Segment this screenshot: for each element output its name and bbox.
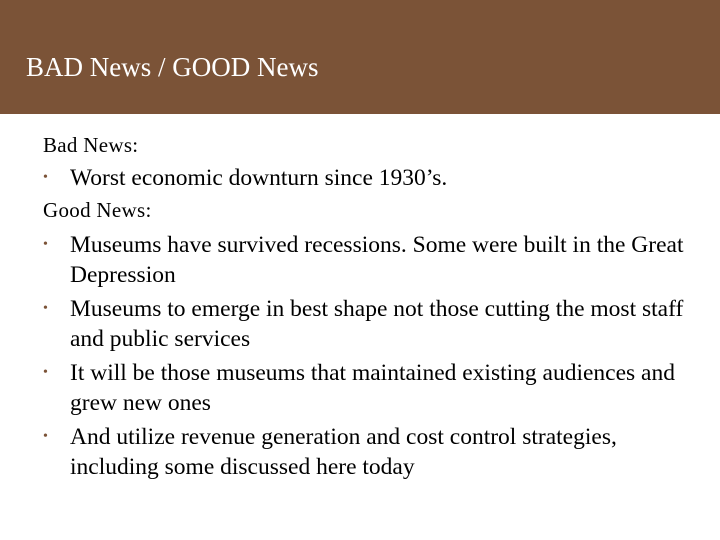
bullet-icon: •: [43, 364, 48, 380]
bad-news-list: [43, 163, 693, 194]
bullet-text: It will be those museums that maintained existing audiences and grew new ones: [70, 359, 675, 416]
slide-content: [43, 131, 693, 486]
bullet-icon: •: [43, 236, 48, 252]
bullet-text: Museums have survived recessions. Some were built in the Great Depression: [70, 231, 684, 288]
bullet-text: Museums to emerge in best shape not those cutting the most staff and public services: [70, 295, 684, 352]
bad-news-heading: Bad News:: [43, 133, 139, 157]
good-news-heading: Good News:: [43, 197, 152, 222]
list-item: [43, 230, 693, 291]
slide-title: BAD News / GOOD News: [26, 52, 319, 82]
bullet-icon: •: [43, 300, 48, 316]
title-bar: [0, 0, 720, 114]
bullet-icon: •: [43, 170, 48, 185]
bullet-text: And utilize revenue generation and cost control strategies, including some discussed here today: [70, 423, 617, 480]
bullet-text: Worst economic downturn since 1930’s.: [70, 165, 448, 191]
list-item: [43, 163, 693, 194]
list-item: [43, 358, 693, 419]
good-news-list: [43, 230, 693, 483]
list-item: [43, 422, 693, 483]
bullet-icon: •: [43, 428, 48, 444]
list-item: [43, 294, 693, 355]
